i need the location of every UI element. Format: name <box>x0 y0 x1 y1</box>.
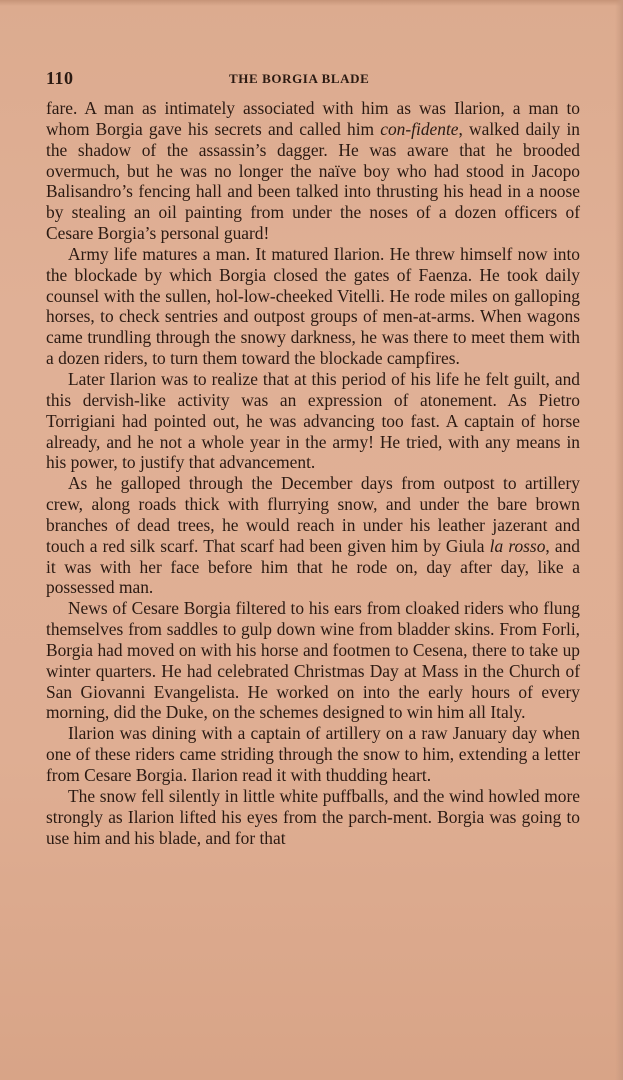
text-segment: Ilarion was dining with a captain of artillery on a raw January day when one of these riders came striding through the snow to him, extending a letter from Cesare Borgia. Ilarion read it with thudding heart. <box>46 723 580 785</box>
paragraph <box>46 598 580 723</box>
text-segment: As he galloped through the December days from outpost to artillery crew, along roads thick with flurrying snow, and under the bare brown branches of dead trees, he would reach in under his leather jazerant and touch a red silk scarf. That scarf had been given him by Giula <box>46 473 580 556</box>
running-head: THE BORGIA BLADE <box>229 71 370 86</box>
paragraph <box>46 473 580 598</box>
page-number: 110 <box>46 68 74 88</box>
page-top-edge <box>0 0 623 6</box>
page-right-edge <box>615 0 623 1080</box>
text-segment: , and it was with her face before him that he rode on, day after day, like a possessed man. <box>46 535 580 598</box>
paragraph <box>46 244 580 369</box>
body-text <box>46 98 580 848</box>
paragraph <box>46 723 580 786</box>
paragraph <box>46 786 580 849</box>
text-segment: fare. A man as intimately associated with him as was Ilarion, a man to whom Borgia gave his secrets and called him <box>46 98 580 139</box>
paragraph <box>46 98 580 244</box>
paragraph <box>46 369 580 473</box>
italic-text-segment: la rosso <box>489 535 546 556</box>
page-header <box>46 68 578 90</box>
text-segment: News of Cesare Borgia filtered to his ears from cloaked riders who flung themselves from saddles to gulp down wine from bladder skins. From Forli, Borgia had moved on with his horse and footmen to Cesena, there to take up winter quarters. He had celebrated Christmas Day at Mass in the Church of San Giovanni Evangelista. He worked on into the early hours of every morning, did the Duke, on the schemes designed to win him all Italy. <box>46 598 580 723</box>
text-segment: Army life matures a man. It matured Ilarion. He threw himself now into the blockade by which Borgia closed the gates of Faenza. He took daily counsel with the sullen, hol-low-cheeked Vitelli. He rode miles on galloping horses, to check sentries and outpost groups of men-at-arms. When wagons came trundling through the snowy darkness, he was there to meet them with a dozen riders, to turn them toward the blockade campfires. <box>46 243 580 369</box>
text-segment: , walked daily in the shadow of the assassin’s dagger. He was aware that he brooded overmuch, but he was no longer the naïve boy who had stood in Jacopo Balisandro’s fencing hall and been talked into thrusting his head in a noose by stealing an oil painting from under the noses of a dozen officers of Cesare Borgia’s personal guard! <box>46 118 580 244</box>
text-segment: Later Ilarion was to realize that at this period of his life he felt guilt, and this dervish-like activity was an expression of atonement. As Pietro Torrigiani had pointed out, he was advancing too fast. A captain of horse already, and he not a whole year in the army! He tried, with any means in his power, to justify that advancement. <box>46 368 580 473</box>
text-segment: The snow fell silently in little white puffballs, and the wind howled more strongly as Ilarion lifted his eyes from the parch-ment. Borgia was going to use him and his blade, and for that <box>46 785 580 848</box>
italic-text-segment: con-fidente <box>380 118 459 139</box>
